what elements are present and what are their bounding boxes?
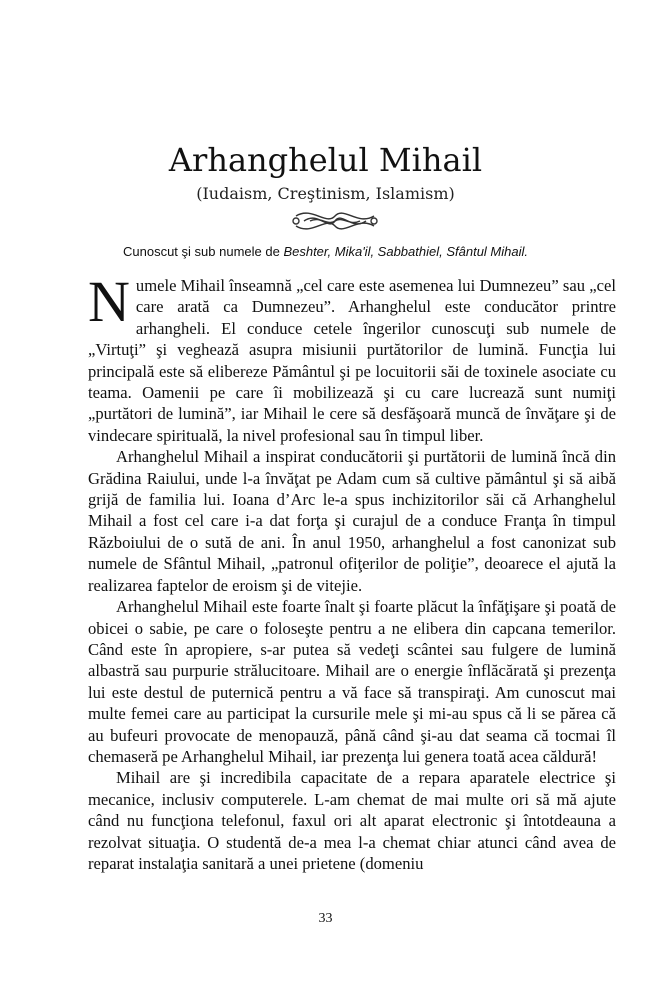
chapter-subtitle: (Iudaism, Creştinism, Islamism)	[196, 184, 455, 203]
paragraph-4: Mihail are şi incredibila capacitate de a repara aparatele electrice şi mecanice, inclusiv computerele. L-am chemat de mai multe ori să mă ajute când nu funcţiona telefonul, faxul ori alt aparat electronic şi întotdeauna a rezolvat situaţia. O studentă de-a mea l-a chemat chiar atunci când avea de reparat instalaţia sanitară a unei prietene (domeniu	[88, 768, 616, 873]
aka-prefix: Cunoscut şi sub numele de	[123, 244, 284, 259]
drop-cap: N	[88, 269, 130, 334]
chapter-title: Arhanghelul Mihail	[168, 141, 483, 179]
also-known-as-line	[0, 243, 651, 261]
aka-names: Beshter, Mika'il, Sabbathiel, Sfântul Mihail.	[283, 244, 528, 259]
page-number: 33	[318, 911, 333, 926]
body-text	[88, 269, 616, 874]
flourish-ornament-icon	[290, 204, 380, 238]
paragraph-2: Arhanghelul Mihail a inspirat conducătorii şi purtătorii de lumină încă din Grădina Raiului, unde l-a învăţat pe Adam cum să cultive pământul şi să aibă grijă de familia lui. Ioana d’Arc le-a spus inchizitorilor săi că Arhanghelul Mihail a fost cel care i-a dat forţa şi curajul de a conduce Franţa în timpul Războiului de o sută de ani. În anul 1950, arhanghelul a fost canonizat sub numele de Sfântul Mihail, „patronul ofiţerilor de poliţie”, deoarece el ajută la realizarea faptelor de eroism şi de vitejie.	[88, 447, 616, 595]
paragraph-1	[88, 269, 616, 446]
paragraph-1-text: umele Mihail înseamnă „cel care este asemenea lui Dumnezeu” sau „cel care arată ca Dumnezeu”. Arhanghelul este conducător printre arhangheli. El conduce cetele îngerilor cunoscuţi sub numele de „Virtuţi” şi veghează asupra misiunii purtătorilor de lumină. Funcţia lui principală este să elibereze Pământul şi pe locuitorii săi de toxinele asociate cu teama. Oamenii pe care îi mobilizează şi cu care lucrează sunt numiţi „purtători de lumină”, iar Mihail le cere să desfăşoară muncă de învăţare şi de vindecare spirituală, la nivel profesional sau în timpul liber.	[88, 276, 616, 445]
paragraph-3: Arhanghelul Mihail este foarte înalt şi foarte plăcut la înfăţişare şi poată de obicei o sabie, pe care o foloseşte pentru a ne elibera din capcana temerilor. Când este în apropiere, s-ar putea să vedeţi scântei sau fulgere de lumină albastră sau purpurie strălucitoare. Mihail are o energie înflăcărată şi prezenţa lui este destul de puternică pentru a vă face să transpiraţi. Am cunoscut mai multe femei care au participat la cursurile mele şi mi-au spus că li se părea că au bufeuri provocate de menopauză, până când şi-au dat seama că tocmai îl chemaseră pe Arhanghelul Mihail, iar prezenţa lui genera toată acea căldură!	[88, 597, 616, 766]
